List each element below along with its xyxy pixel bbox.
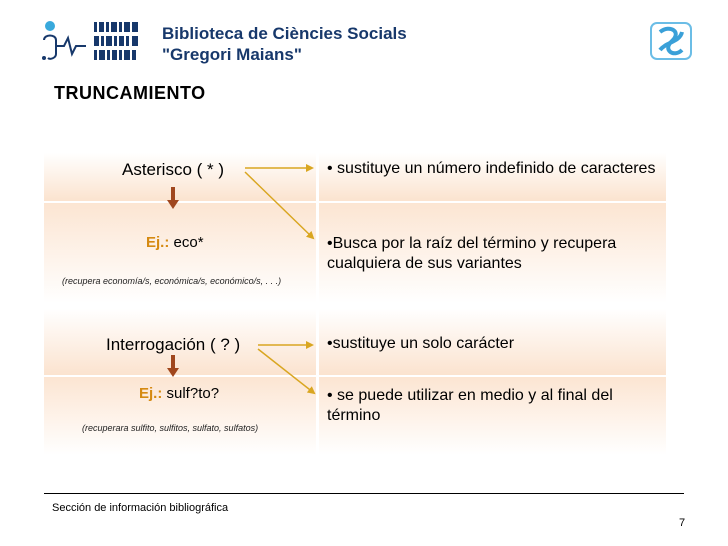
asterisk-example [146,234,204,251]
asterisk-desc-1: • sustituye un número indefinido de caracteres [327,160,656,177]
asterisk-desc-2: •Busca por la raíz del término y recupera cualquiera de sus variantes [327,235,617,272]
question-example-value: sulf?to? [162,385,220,402]
slide-title: TRUNCAMIENTO [54,83,206,103]
question-desc-2: • se puede utilizar en medio y al final del término [327,387,613,424]
question-example-key: Ej.: [139,385,163,402]
column-divider [316,309,319,375]
column-divider [316,377,319,455]
page-number: 7 [679,517,686,529]
footer-section: Sección de información bibliográfica [52,502,229,514]
column-divider [316,203,319,303]
question-example [139,385,219,402]
asterisk-example-value: eco* [169,234,204,251]
question-example-note: (recuperara sulfito, sulfitos, sulfato, sulfatos) [82,423,259,433]
library-figure-logo [40,18,88,64]
footer-divider [44,493,684,494]
library-grid-logo [92,20,142,64]
question-heading: Interrogación ( ? ) [106,335,241,354]
question-desc-1: •sustituye un solo carácter [327,335,515,352]
header [0,0,728,80]
library-name: Biblioteca de Ciències Socials [162,24,407,43]
university-logo-icon [650,22,692,60]
asterisk-example-key: Ej.: [146,234,170,251]
library-subtitle: "Gregori Maians" [162,45,302,64]
asterisk-heading: Asterisco ( * ) [122,160,225,179]
asterisk-example-note: (recupera economía/s, económica/s, económico/s, . . .) [62,276,282,286]
column-divider [316,153,319,201]
